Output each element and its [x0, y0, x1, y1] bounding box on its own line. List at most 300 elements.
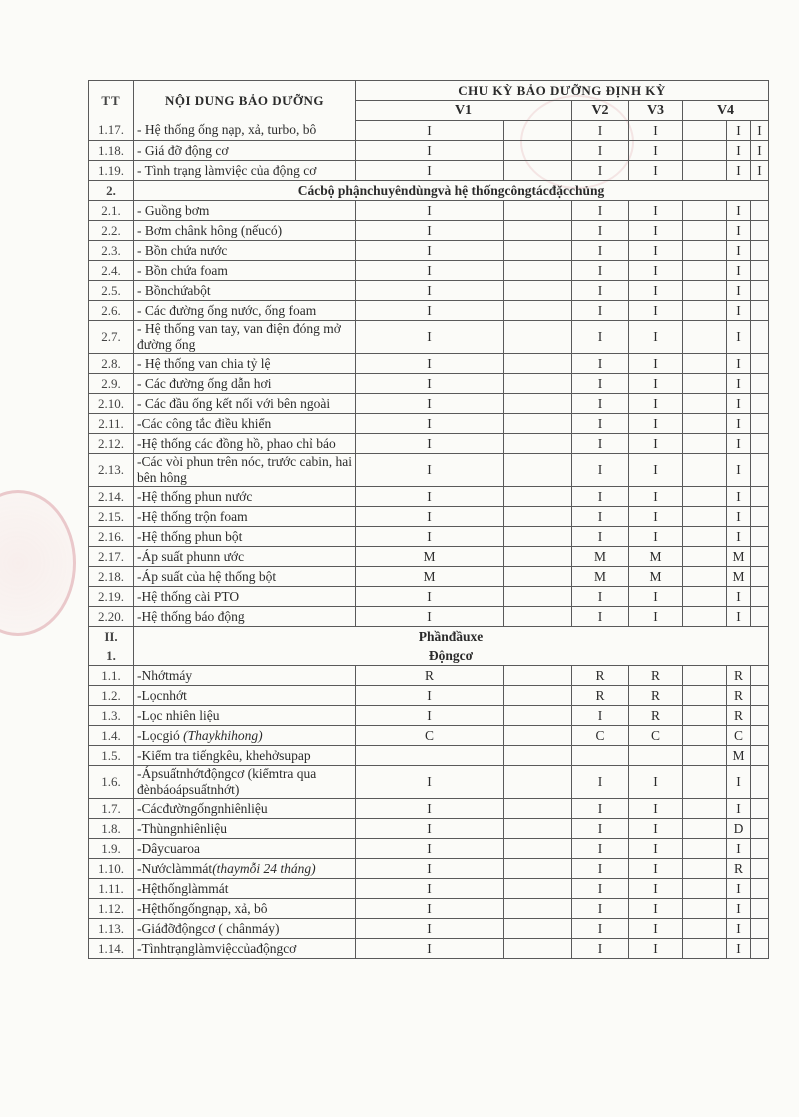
v3-extra-cell: [683, 301, 727, 321]
v3-extra-cell: [683, 859, 727, 879]
v1-extra-cell: [504, 241, 572, 261]
v4-extra-cell: [751, 281, 769, 301]
v4-extra-cell: [751, 706, 769, 726]
v1-extra-cell: [504, 201, 572, 221]
v4-value: I: [727, 201, 751, 221]
v1-value: I: [356, 261, 504, 281]
row-number: 2.3.: [89, 241, 134, 261]
table-row: [89, 414, 769, 434]
description-text: -Nhớtmáy: [137, 667, 193, 683]
v2-value: I: [572, 819, 629, 839]
v1-value: I: [356, 221, 504, 241]
description-text: -Hệ thống báo động: [137, 608, 245, 624]
v4-value: I: [727, 241, 751, 261]
v2-value: I: [572, 321, 629, 354]
v1-value: I: [356, 301, 504, 321]
row-description: [134, 161, 356, 181]
table-row: [89, 354, 769, 374]
row-description: [134, 301, 356, 321]
v1-extra-cell: [504, 161, 572, 181]
v3-value: R: [629, 666, 683, 686]
v1-value: M: [356, 567, 504, 587]
description-text: - Giá đỡ động cơ: [137, 142, 229, 158]
row-number: 1.3.: [89, 706, 134, 726]
table-row: [89, 121, 769, 141]
v1-value: I: [356, 879, 504, 899]
table-row: [89, 919, 769, 939]
v2-value: I: [572, 454, 629, 487]
v2-value: I: [572, 919, 629, 939]
description-text: -Lọcnhớt: [137, 687, 187, 703]
v2-value: I: [572, 706, 629, 726]
v1-extra-cell: [504, 434, 572, 454]
table-row: [89, 607, 769, 627]
v1-extra-cell: [504, 261, 572, 281]
v1-extra-cell: [504, 819, 572, 839]
v2-value: I: [572, 766, 629, 799]
v4-value: I: [727, 879, 751, 899]
v3-extra-cell: [683, 879, 727, 899]
row-number: 2.18.: [89, 567, 134, 587]
row-description: [134, 859, 356, 879]
v2-value: I: [572, 527, 629, 547]
row-number: 2.6.: [89, 301, 134, 321]
row-description: [134, 819, 356, 839]
description-text: - Các đầu ống kết nối với bên ngoài: [137, 395, 331, 411]
table-row: [89, 321, 769, 354]
v4-extra-cell: [751, 547, 769, 567]
row-description: [134, 839, 356, 859]
description-text: - Bồn chứa foam: [137, 262, 228, 278]
v4-value: C: [727, 726, 751, 746]
v3-extra-cell: [683, 686, 727, 706]
v1-value: I: [356, 939, 504, 959]
v1-extra-cell: [504, 121, 572, 141]
row-description: [134, 607, 356, 627]
row-number: 1.4.: [89, 726, 134, 746]
v3-value: I: [629, 766, 683, 799]
v2-value: I: [572, 161, 629, 181]
v2-value: I: [572, 121, 629, 141]
row-description: [134, 547, 356, 567]
row-description: [134, 939, 356, 959]
description-text: - Tình trạng làmviệc của động cơ: [137, 162, 317, 178]
v2-value: M: [572, 547, 629, 567]
v2-value: I: [572, 301, 629, 321]
v4-extra-cell: [751, 607, 769, 627]
v3-value: I: [629, 321, 683, 354]
maintenance-table: [88, 80, 769, 959]
v4-extra-cell: [751, 241, 769, 261]
v4-value: I: [727, 799, 751, 819]
row-description: [134, 527, 356, 547]
v4-value: I: [727, 607, 751, 627]
row-number: 1.7.: [89, 799, 134, 819]
v2-value: R: [572, 686, 629, 706]
v2-value: I: [572, 394, 629, 414]
v1-value: I: [356, 201, 504, 221]
v3-value: I: [629, 374, 683, 394]
section-row-2: [89, 181, 769, 201]
v3-extra-cell: [683, 567, 727, 587]
v2-value: I: [572, 221, 629, 241]
row-description: [134, 746, 356, 766]
description-text: -Hệ thống các đồng hồ, phao chỉ báo: [137, 435, 336, 451]
description-text: -Hệ thống trộn foam: [137, 508, 248, 524]
row-description: [134, 899, 356, 919]
row-number: 2.13.: [89, 454, 134, 487]
v1-extra-cell: [504, 839, 572, 859]
v2-value: I: [572, 434, 629, 454]
v3-extra-cell: [683, 766, 727, 799]
v2-value: I: [572, 281, 629, 301]
description-text: - Bơm chânk hông (nếucó): [137, 222, 283, 238]
v2-value: I: [572, 859, 629, 879]
v1-extra-cell: [504, 567, 572, 587]
v1-extra-cell: [504, 394, 572, 414]
description-text: -Tìnhtrạnglàmviệccủađộngcơ: [137, 940, 297, 956]
v1-value: I: [356, 374, 504, 394]
table-row: [89, 161, 769, 181]
v4-value: R: [727, 686, 751, 706]
v3-header: V3: [629, 101, 683, 121]
header-row: [89, 81, 769, 101]
table-row: [89, 527, 769, 547]
v3-extra-cell: [683, 454, 727, 487]
v4-extra-cell: [751, 487, 769, 507]
row-description: [134, 221, 356, 241]
row-number: 1.14.: [89, 939, 134, 959]
row-number: 1.17.: [89, 121, 134, 141]
description-text: -Giáđỡđộngcơ ( chânmáy): [137, 920, 280, 936]
table-row: [89, 141, 769, 161]
row-number: 2.17.: [89, 547, 134, 567]
row-description: [134, 241, 356, 261]
v1-value: I: [356, 121, 504, 141]
v3-extra-cell: [683, 726, 727, 746]
v1-extra-cell: [504, 706, 572, 726]
v4-extra-cell: I: [751, 121, 769, 141]
v1-extra-cell: [504, 746, 572, 766]
table-row: [89, 261, 769, 281]
v4-value: I: [727, 374, 751, 394]
v2-value: [572, 746, 629, 766]
table-row: [89, 819, 769, 839]
v3-extra-cell: [683, 919, 727, 939]
v1-extra-cell: [504, 454, 572, 487]
v4-value: I: [727, 839, 751, 859]
description-text: -Hệ thống phun bột: [137, 528, 243, 544]
v1-extra-cell: [504, 899, 572, 919]
v4-value: I: [727, 454, 751, 487]
row-description: [134, 321, 356, 354]
v3-value: I: [629, 859, 683, 879]
table-row: [89, 939, 769, 959]
description-text: -Các vòi phun trên nóc, trước cabin, hai bên hông: [137, 454, 353, 485]
v1-value: I: [356, 354, 504, 374]
v1-value: I: [356, 919, 504, 939]
v4-extra-cell: [751, 527, 769, 547]
v2-value: I: [572, 414, 629, 434]
v3-extra-cell: [683, 161, 727, 181]
v4-extra-cell: [751, 819, 769, 839]
row-description: [134, 487, 356, 507]
table-row: [89, 766, 769, 799]
v4-value: I: [727, 766, 751, 799]
row-description: [134, 281, 356, 301]
v3-extra-cell: [683, 939, 727, 959]
v3-value: I: [629, 839, 683, 859]
row-description: [134, 454, 356, 487]
row-description: [134, 879, 356, 899]
v1-extra-cell: [504, 354, 572, 374]
row-number: 2.8.: [89, 354, 134, 374]
v1-value: I: [356, 859, 504, 879]
v1-extra-cell: [504, 799, 572, 819]
v1-extra-cell: [504, 414, 572, 434]
description-text: -Kiểm tra tiếngkêu, khehởsupap: [137, 747, 311, 763]
v1-value: I: [356, 899, 504, 919]
v4-value: I: [727, 899, 751, 919]
v1-value: I: [356, 414, 504, 434]
v1-extra-cell: [504, 547, 572, 567]
v3-extra-cell: [683, 281, 727, 301]
v4-value: I: [727, 221, 751, 241]
v1-value: I: [356, 527, 504, 547]
v2-value: I: [572, 899, 629, 919]
v3-extra-cell: [683, 527, 727, 547]
row-number: 1.18.: [89, 141, 134, 161]
v3-extra-cell: [683, 666, 727, 686]
v1-value: I: [356, 686, 504, 706]
v2-value: C: [572, 726, 629, 746]
v1-extra-cell: [504, 686, 572, 706]
v3-value: I: [629, 899, 683, 919]
row-number: 1.11.: [89, 879, 134, 899]
v3-value: I: [629, 281, 683, 301]
v4-extra-cell: [751, 766, 769, 799]
v3-value: I: [629, 241, 683, 261]
v1-value: M: [356, 547, 504, 567]
v1-value: I: [356, 321, 504, 354]
row-description: [134, 706, 356, 726]
v3-value: I: [629, 414, 683, 434]
section-number: 1.: [89, 646, 134, 666]
v4-extra-cell: I: [751, 161, 769, 181]
row-number: 1.12.: [89, 899, 134, 919]
table-row: [89, 879, 769, 899]
v3-extra-cell: [683, 241, 727, 261]
v1-value: I: [356, 706, 504, 726]
v3-value: C: [629, 726, 683, 746]
v4-value: D: [727, 819, 751, 839]
table-row: [89, 394, 769, 414]
description-text: - Bồnchứabột: [137, 282, 211, 298]
v3-extra-cell: [683, 141, 727, 161]
v1-value: I: [356, 607, 504, 627]
row-description: [134, 507, 356, 527]
v4-extra-cell: [751, 394, 769, 414]
cycle-header: CHU KỲ BẢO DƯỠNG ĐỊNH KỲ: [356, 81, 769, 101]
description-text: - Bồn chứa nước: [137, 242, 228, 258]
row-description: [134, 666, 356, 686]
row-description: [134, 686, 356, 706]
description-text: -Lọc nhiên liệu: [137, 707, 220, 723]
description-text: -Các công tắc điều khiển: [137, 415, 272, 431]
v4-value: I: [727, 141, 751, 161]
row-number: 2.20.: [89, 607, 134, 627]
v3-value: M: [629, 547, 683, 567]
v4-extra-cell: [751, 799, 769, 819]
content-header: NỘI DUNG BẢO DƯỠNG: [134, 81, 356, 121]
v4-extra-cell: [751, 354, 769, 374]
v1-extra-cell: [504, 221, 572, 241]
v4-extra-cell: I: [751, 141, 769, 161]
table-row: [89, 746, 769, 766]
row-description: [134, 799, 356, 819]
description-text: -Dâycuaroa: [137, 840, 200, 856]
row-number: 2.15.: [89, 507, 134, 527]
v3-value: I: [629, 919, 683, 939]
row-number: 2.11.: [89, 414, 134, 434]
table-row: [89, 241, 769, 261]
v3-extra-cell: [683, 221, 727, 241]
section-title: Phầnđầuxe: [134, 627, 769, 647]
section-title: Độngcơ: [134, 646, 769, 666]
description-text: -Hệ thống phun nước: [137, 488, 253, 504]
v4-extra-cell: [751, 434, 769, 454]
description-text: -Hệthốnglàmmát: [137, 880, 229, 896]
description-text: - Các đường ống dẫn hơi: [137, 375, 272, 391]
row-description: [134, 567, 356, 587]
v1-value: I: [356, 161, 504, 181]
v1-value: I: [356, 587, 504, 607]
v4-value: I: [727, 301, 751, 321]
v2-value: I: [572, 487, 629, 507]
v1-value: C: [356, 726, 504, 746]
v2-value: M: [572, 567, 629, 587]
v3-extra-cell: [683, 374, 727, 394]
v3-value: I: [629, 301, 683, 321]
v3-extra-cell: [683, 487, 727, 507]
row-description: [134, 394, 356, 414]
v2-value: I: [572, 141, 629, 161]
v3-extra-cell: [683, 839, 727, 859]
description-text: -Hệ thống cài PTO: [137, 588, 240, 604]
v3-value: I: [629, 161, 683, 181]
v1-value: I: [356, 281, 504, 301]
row-number: 2.10.: [89, 394, 134, 414]
v3-extra-cell: [683, 507, 727, 527]
row-description: [134, 141, 356, 161]
v4-extra-cell: [751, 507, 769, 527]
v1-value: I: [356, 241, 504, 261]
v4-value: R: [727, 666, 751, 686]
table-row: [89, 859, 769, 879]
v1-extra-cell: [504, 281, 572, 301]
v4-extra-cell: [751, 374, 769, 394]
v3-value: I: [629, 939, 683, 959]
description-text: - Hệ thống ống nạp, xả, turbo, bô: [137, 122, 317, 138]
description-note: (Thaykhihong): [183, 727, 263, 743]
v4-extra-cell: [751, 321, 769, 354]
description-text: -Áp suất của hệ thống bột: [137, 568, 277, 584]
table-row: [89, 899, 769, 919]
row-description: [134, 434, 356, 454]
section-row-II: [89, 627, 769, 647]
v1-extra-cell: [504, 939, 572, 959]
table-row: [89, 686, 769, 706]
table-row: [89, 507, 769, 527]
v3-value: I: [629, 141, 683, 161]
row-number: 1.2.: [89, 686, 134, 706]
description-text: - Guồng bơm: [137, 202, 210, 218]
row-number: 1.10.: [89, 859, 134, 879]
v4-value: I: [727, 321, 751, 354]
v4-extra-cell: [751, 221, 769, 241]
row-number: 1.9.: [89, 839, 134, 859]
v3-value: I: [629, 221, 683, 241]
v1-value: I: [356, 487, 504, 507]
v4-extra-cell: [751, 201, 769, 221]
v4-value: I: [727, 261, 751, 281]
v2-value: I: [572, 939, 629, 959]
v2-value: I: [572, 879, 629, 899]
v1-value: I: [356, 819, 504, 839]
v3-value: R: [629, 686, 683, 706]
row-description: [134, 201, 356, 221]
section-number: 2.: [89, 181, 134, 201]
v2-value: I: [572, 354, 629, 374]
v4-extra-cell: [751, 726, 769, 746]
section-title: Cácbộ phậnchuyêndùngvà hệ thốngcôngtácđặcchủng: [134, 181, 769, 201]
v3-value: R: [629, 706, 683, 726]
row-description: [134, 414, 356, 434]
row-number: 2.16.: [89, 527, 134, 547]
v1-extra-cell: [504, 587, 572, 607]
v3-extra-cell: [683, 261, 727, 281]
v3-value: I: [629, 201, 683, 221]
v3-value: I: [629, 879, 683, 899]
v3-value: I: [629, 394, 683, 414]
table-row: [89, 221, 769, 241]
v3-value: I: [629, 799, 683, 819]
v4-value: I: [727, 161, 751, 181]
v2-value: I: [572, 261, 629, 281]
v4-extra-cell: [751, 746, 769, 766]
row-number: 1.6.: [89, 766, 134, 799]
v1-extra-cell: [504, 374, 572, 394]
v1-extra-cell: [504, 301, 572, 321]
row-number: 2.7.: [89, 321, 134, 354]
table-row: [89, 587, 769, 607]
v3-extra-cell: [683, 394, 727, 414]
v2-value: I: [572, 241, 629, 261]
v4-extra-cell: [751, 666, 769, 686]
v4-value: I: [727, 281, 751, 301]
table-row: [89, 454, 769, 487]
v1-extra-cell: [504, 666, 572, 686]
v3-extra-cell: [683, 706, 727, 726]
description-text: -Nướclàmmát: [137, 860, 213, 876]
table-row: [89, 839, 769, 859]
v3-value: I: [629, 527, 683, 547]
v4-extra-cell: [751, 939, 769, 959]
v1-value: I: [356, 839, 504, 859]
v3-value: I: [629, 487, 683, 507]
v1-value: I: [356, 434, 504, 454]
row-description: [134, 587, 356, 607]
